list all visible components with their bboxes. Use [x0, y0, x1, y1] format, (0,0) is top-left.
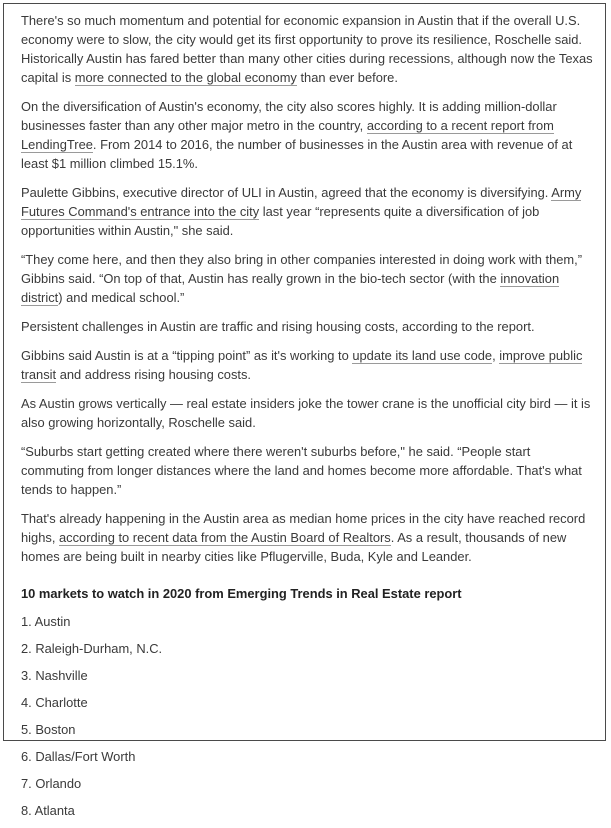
paragraph-text: last year “represents quite a diversification of job opportunities within Austin," she said.	[21, 204, 540, 238]
markets-list-heading: 10 markets to watch in 2020 from Emerging Trends in Real Estate report	[21, 586, 462, 601]
paragraph-challenges: Persistent challenges in Austin are traffic and rising housing costs, according to the report.	[21, 319, 535, 334]
list-item: 8. Atlanta	[21, 803, 75, 818]
list-item: 3. Nashville	[21, 668, 88, 683]
paragraph-text: Gibbins said Austin is at a “tipping point” as it's working to	[21, 348, 353, 363]
list-item: 2. Raleigh-Durham, N.C.	[21, 641, 163, 656]
paragraph-paulette-gibbins	[21, 183, 596, 240]
article-frame	[3, 3, 606, 818]
list-item: 6. Dallas/Fort Worth	[21, 749, 136, 764]
paragraph-text: Paulette Gibbins, executive director of ULI in Austin, agreed that the economy is diversifying.	[21, 185, 552, 200]
list-item: 5. Boston	[21, 722, 76, 737]
list-item: 1. Austin	[21, 614, 71, 629]
link-global-economy[interactable]: more connected to the global economy	[74, 70, 297, 85]
link-austin-board-of-realtors[interactable]: according to recent data from the Austin Board of Realtors	[58, 530, 391, 545]
paragraph-text: There's so much momentum and potential for economic expansion in Austin that if the overall U.S. economy were to slow, the city would get its first opportunity to prove its resilience, Roschelle said. Historically Austin has fared better than many other cities during recessions, although now the Texas capital is	[21, 13, 593, 85]
paragraph-text: “They come here, and then they also bring in other companies interested in doing work with them,” Gibbins said. “On top of that, Austin has really grown in the bio-tech sector (with the	[21, 252, 583, 286]
link-lendingtree-report[interactable]: according to a recent report from LendingTree	[21, 118, 554, 152]
paragraph-text: ,	[492, 348, 500, 363]
paragraph-text: . From 2014 to 2016, the number of businesses in the Austin area with revenue of at least $1 million climbed 15.1%.	[21, 137, 573, 171]
paragraph-economic-momentum	[21, 11, 596, 87]
markets-list	[21, 612, 596, 828]
paragraph-gibbins-quote	[21, 250, 596, 307]
paragraph-text: than ever before.	[296, 70, 398, 85]
paragraph-diversification	[21, 97, 596, 173]
paragraph-home-prices	[21, 509, 596, 566]
paragraph-tipping-point	[21, 346, 596, 384]
link-innovation-district[interactable]: innovation district	[21, 271, 560, 305]
paragraph-text: On the diversification of Austin's economy, the city also scores highly. It is adding million-dollar businesses faster than any other major metro in the country,	[21, 99, 557, 133]
article-body	[4, 4, 605, 828]
paragraph-text: and address rising housing costs.	[56, 367, 252, 382]
list-item: 4. Charlotte	[21, 695, 88, 710]
paragraph-text: . As a result, thousands of new homes are being built in nearby cities like Pflugerville, Buda, Kyle and Leander.	[21, 530, 567, 564]
link-army-futures-command[interactable]: Army Futures Command's entrance into the city	[21, 185, 582, 219]
link-land-use-code[interactable]: update its land use code	[352, 348, 493, 363]
paragraph-suburbs-quote: “Suburbs start getting created where there weren't suburbs before," he said. “People start commuting from longer distances where the land and homes become more affordable. That's what tends to happen.”	[21, 444, 582, 497]
list-item: 7. Orlando	[21, 776, 82, 791]
link-public-transit[interactable]: improve public transit	[21, 348, 583, 382]
paragraph-grows-vertically: As Austin grows vertically — real estate insiders joke the tower crane is the unofficial city bird — it is also growing horizontally, Roschelle said.	[21, 396, 591, 430]
paragraph-text: ) and medical school.”	[58, 290, 185, 305]
paragraph-text: That's already happening in the Austin area as median home prices in the city have reached record highs,	[21, 511, 586, 545]
